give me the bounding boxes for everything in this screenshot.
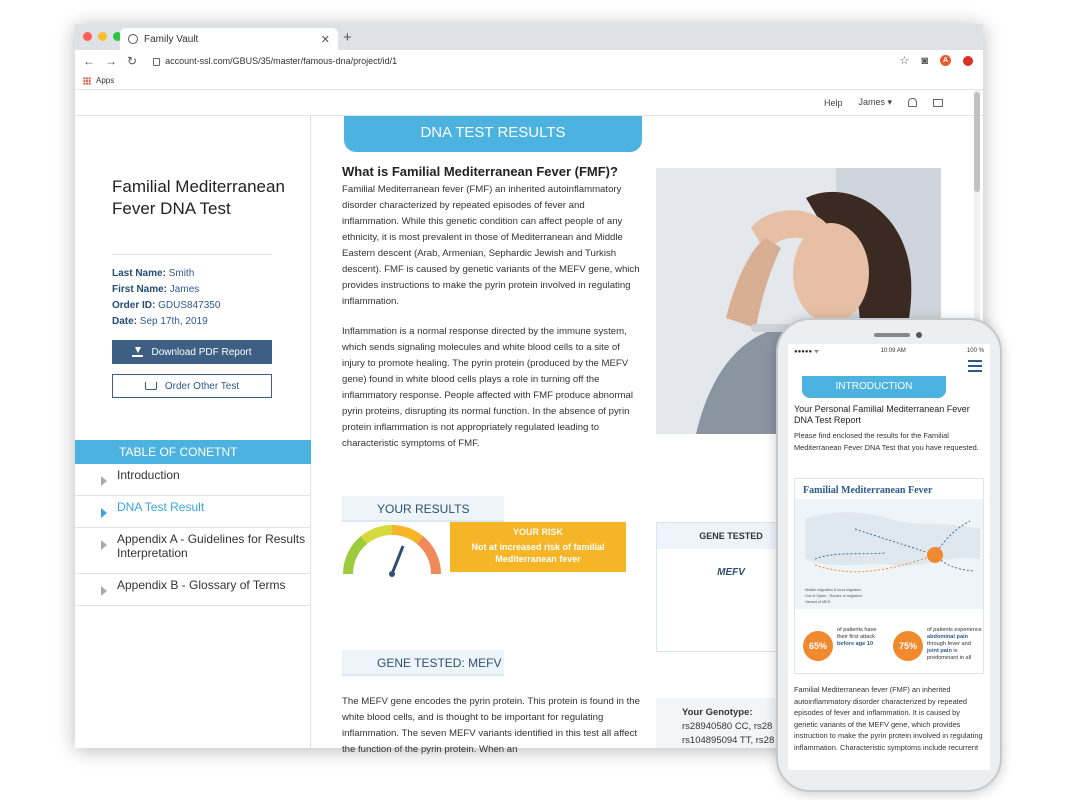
- fmf-infographic: [794, 478, 984, 674]
- stat-65-badge: 65%: [803, 631, 833, 661]
- browser-tab[interactable]: [120, 28, 338, 50]
- phone-report-title: Your Personal Familial Mediterranean Fever DNA Test Report: [794, 404, 970, 425]
- phone-camera: [916, 332, 922, 338]
- bell-icon[interactable]: [908, 98, 917, 107]
- toc-item-appendix-b[interactable]: Appendix B - Glossary of Terms: [75, 578, 311, 606]
- phone-status-bar: [788, 344, 990, 358]
- order-details: [112, 266, 220, 330]
- genotype-value-1: rs28940580 CC, rs28: [682, 721, 773, 732]
- toc-item-appendix-a[interactable]: Appendix A - Guidelines for Results Interpretation: [75, 532, 311, 574]
- gene-tested-section-heading: GENE TESTED: MEFV: [342, 650, 504, 676]
- risk-gauge: [342, 522, 442, 578]
- report-sidebar: [75, 116, 311, 748]
- gene-tested-value: MEFV: [717, 567, 745, 578]
- mail-icon[interactable]: [933, 99, 943, 107]
- meta-order-id: Order ID: GDUS847350: [112, 300, 221, 311]
- fmf-paragraph-1: Familial Mediterranean fever (FMF) an inherited autoinflammatory disorder characterized by repeated episodes of fever and inflammation. While this genetic condition can affect people of any ethnicity, it is most prevalent in those of Mediterranean and Middle Eastern descent (Arab, Armenian, Sephardic Jewish and Turkish descent). FMF is caused by genetic variants of the MEFV gene, which provides instructions to make the pyrin protein involved in regulating inflammation.: [342, 184, 640, 307]
- phone-intro-text: Please find enclosed the results for the Familial Mediterranean Fever DNA Test that you have requested.: [794, 431, 979, 452]
- close-tab-icon[interactable]: ✕: [320, 33, 330, 46]
- map-legend: Middle migration & land migration Out of Spain - Routes of migration Variant of MED: [805, 588, 863, 604]
- genotype-label: Your Genotype:: [682, 707, 753, 718]
- phone-body-text: Familial Mediterranean fever (FMF) an inherited autoinflammatory disorder characterized by repeated episodes of fever and inflammation. It is caused by genetic variants of the MEFV gene, which provides instruction to make the pyrin protein involved in regulating inflammation. Characteristic symptoms include recurrent: [794, 685, 983, 752]
- help-link[interactable]: Help: [823, 97, 843, 108]
- battery-text: 100 %: [966, 348, 984, 354]
- gene-tested-header: GENE TESTED: [657, 523, 805, 549]
- forward-icon[interactable]: →: [105, 54, 117, 68]
- url-text: account-ssl.com/GBUS/35/master/famous-dna/project/id/1: [165, 56, 398, 66]
- apps-grid-icon[interactable]: [83, 77, 91, 85]
- tab-title: Family Vault: [144, 33, 199, 45]
- stat-75-badge: 75%: [893, 631, 923, 661]
- lock-icon: [153, 58, 160, 66]
- fmf-paragraph-2: Inflammation is a normal response directed by the immune system, which sends signaling molecules and white blood cells to a site of injury to promote healing. The pyrin protein (produced by the MEFV gene) found in white blood cells plays a role in turning off the inflammatory response. People affected with FMF produce abnormal pyrin proteins, disrupting its normal function. In the absence of pyrin protein inflammation is not appropriately regulated leading to characteristic symptoms of FMF.: [342, 326, 633, 449]
- phone-screen: [788, 344, 990, 770]
- extension-icon[interactable]: [963, 56, 973, 66]
- tab-bar: [75, 24, 983, 50]
- window-controls: [83, 32, 122, 41]
- fmf-heading: What is Familial Mediterranean Fever (FMF)?: [342, 164, 618, 179]
- new-tab-button[interactable]: +: [343, 29, 352, 46]
- star-icon[interactable]: ☆: [899, 55, 910, 67]
- user-menu[interactable]: James ▾: [858, 97, 892, 107]
- meta-last-name: Last Name: Smith: [112, 268, 195, 279]
- meta-date: Date: Sep 17th, 2019: [112, 316, 208, 327]
- toc-item-introduction[interactable]: Introduction: [75, 468, 311, 496]
- reload-icon[interactable]: ↻: [127, 54, 138, 68]
- stat-75-text: of patients experience abdominal pain through fever and joint pain is predominant in all: [927, 627, 982, 661]
- gauge-needle: [392, 546, 403, 574]
- bookmarks-bar: [75, 72, 983, 90]
- phone-mockup: [776, 318, 1002, 792]
- phone-speaker: [874, 333, 910, 337]
- scrollbar-thumb[interactable]: [974, 92, 980, 192]
- close-window-button[interactable]: [83, 32, 92, 41]
- your-results-heading: YOUR RESULTS: [342, 496, 504, 522]
- meta-first-name: First Name: James: [112, 284, 200, 295]
- risk-label: YOUR RISK: [512, 527, 563, 537]
- profile-avatar[interactable]: A: [940, 55, 951, 66]
- download-pdf-button[interactable]: Download PDF Report: [112, 340, 272, 364]
- page-header: [75, 90, 983, 116]
- globe-icon: [128, 34, 138, 44]
- browser-toolbar: [75, 50, 983, 72]
- gene-paragraph: The MEFV gene encodes the pyrin protein. This protein is found in the white blood cells, and is thought to be important for regulating inflammation. The seven MEFV variants identified in this test all affect the function of the pyrin protein. When an: [342, 696, 640, 755]
- order-other-test-button[interactable]: Order Other Test: [112, 374, 272, 398]
- camera-icon[interactable]: ◙: [921, 54, 928, 67]
- divider: [112, 254, 272, 255]
- download-icon: [132, 347, 143, 357]
- minimize-window-button[interactable]: [98, 32, 107, 41]
- genotype-card: [656, 698, 786, 748]
- infographic-title: Familial Mediterranean Fever: [803, 485, 933, 496]
- address-bar[interactable]: [153, 56, 397, 66]
- stat-65-text: of patients have their first attack before age 10: [837, 627, 877, 647]
- toc-heading: TABLE OF CONETNT: [75, 440, 311, 464]
- toolbar-actions: [899, 54, 973, 67]
- genotype-value-2: rs104895094 TT, rs28: [682, 735, 775, 746]
- apps-bookmark[interactable]: Apps: [96, 76, 115, 85]
- back-icon[interactable]: ←: [83, 54, 95, 68]
- risk-result-box: [450, 522, 626, 572]
- section-banner: DNA TEST RESULTS: [344, 116, 642, 152]
- hamburger-menu-icon[interactable]: [968, 360, 982, 372]
- phone-intro-banner: INTRODUCTION: [802, 376, 946, 398]
- cart-icon: [145, 382, 157, 390]
- toc-item-dna-test-result[interactable]: DNA Test Result: [75, 500, 311, 528]
- signal-icon: ●●●●● ᯤ: [794, 349, 820, 355]
- report-title: Familial Mediterranean Fever DNA Test: [112, 177, 285, 218]
- risk-value: Not at increased risk of familial Mediterranean fever: [471, 542, 605, 564]
- phone-time: 10:09 AM: [880, 348, 906, 354]
